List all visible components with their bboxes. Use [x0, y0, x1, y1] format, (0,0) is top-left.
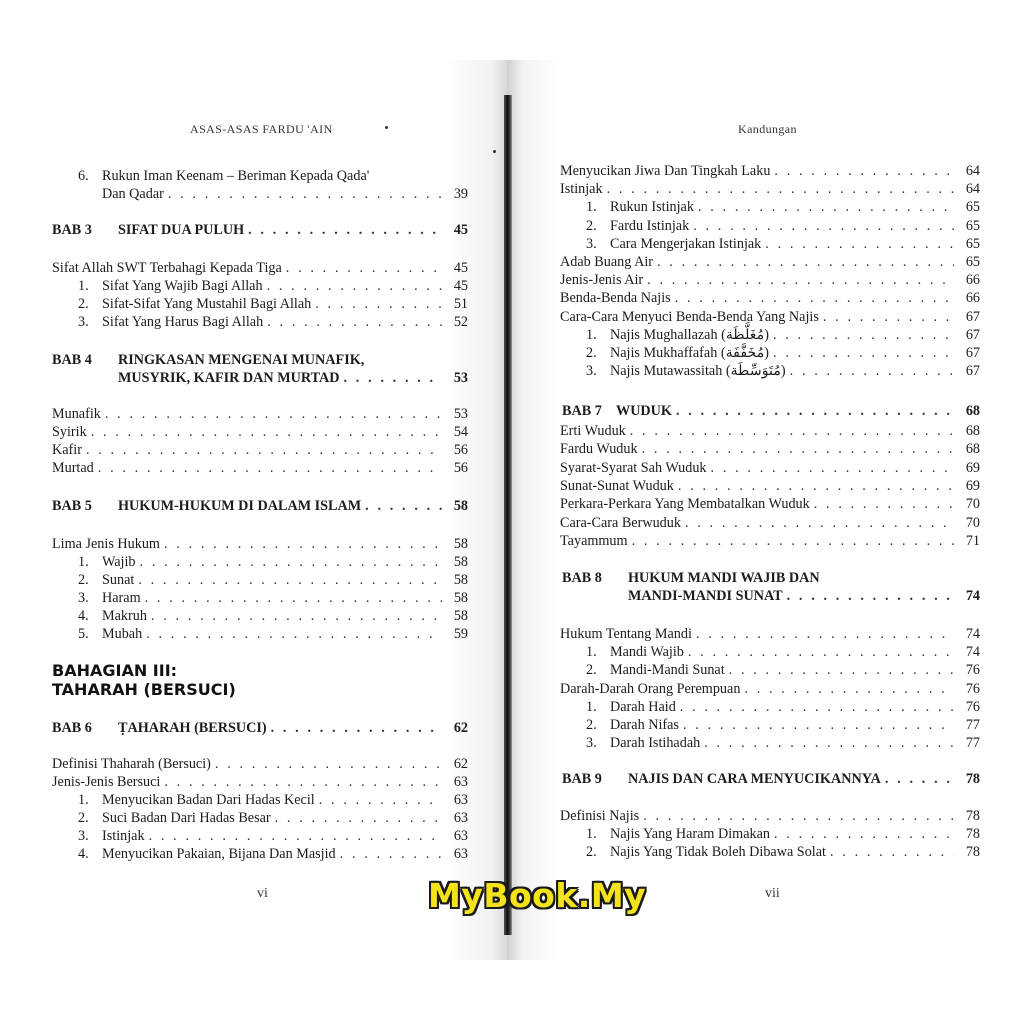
entry-number: 2.	[78, 572, 89, 588]
dot-leader	[248, 222, 442, 239]
dot-leader	[140, 554, 442, 571]
dot-leader	[773, 327, 954, 344]
entry-page: 59	[453, 626, 468, 642]
entry-label: Cara-Cara Menyuci Benda-Benda Yang Najis	[560, 308, 819, 325]
entry-page: 39	[453, 186, 468, 202]
entry-label: Sifat Yang Wajib Bagi Allah	[102, 278, 263, 294]
entry-label: Menyucikan Badan Dari Hadas Kecil	[102, 792, 315, 808]
toc-entry	[586, 662, 980, 679]
toc-entry	[560, 515, 980, 532]
dot-leader	[215, 756, 442, 773]
chapter-title: MANDI-MANDI SUNAT	[628, 588, 783, 604]
entry-label: Suci Badan Dari Hadas Besar	[102, 810, 271, 826]
dot-leader	[145, 590, 442, 607]
entry-label: Rukun Istinjak	[610, 199, 694, 216]
entry-label: Perkara-Perkara Yang Membatalkan Wuduk	[560, 496, 810, 513]
entry-label: Menyucikan Jiwa Dan Tingkah Laku	[560, 163, 771, 179]
part-heading: BAHAGIAN III:	[52, 661, 178, 680]
ink-speck	[493, 150, 496, 153]
chapter-heading	[52, 352, 468, 369]
toc-entry	[52, 536, 468, 553]
entry-page: 52	[453, 314, 468, 330]
toc-entry	[78, 810, 468, 827]
entry-page: 63	[453, 810, 468, 826]
entry-label: Definisi Thaharah (Bersuci)	[52, 756, 211, 772]
entry-page: 65	[965, 254, 980, 270]
dot-leader	[693, 218, 954, 235]
entry-label: Tayammum	[560, 532, 628, 549]
toc-entry	[586, 236, 980, 253]
chapter-page: 53	[453, 370, 468, 386]
entry-number: 1.	[78, 792, 89, 808]
toc-entry	[52, 424, 468, 441]
entry-label: Definisi Najis	[560, 808, 640, 824]
dot-leader	[271, 720, 442, 737]
dot-leader	[773, 345, 954, 362]
chapter-title: RINGKASAN MENGENAI MUNAFIK,	[118, 352, 365, 368]
toc-entry	[560, 460, 980, 477]
entry-number: 2.	[586, 217, 597, 234]
entry-label: Jenis-Jenis Bersuci	[52, 774, 161, 790]
entry-label: Darah Haid	[610, 698, 676, 715]
page-number-right: vii	[765, 886, 780, 901]
dot-leader	[344, 370, 443, 387]
toc-entry	[586, 363, 980, 380]
entry-label: Syirik	[52, 424, 87, 440]
dot-leader	[642, 441, 954, 458]
dot-leader	[138, 572, 442, 589]
toc-entry	[586, 199, 980, 216]
entry-label: Munafik	[52, 406, 101, 422]
entry-page: 63	[453, 846, 468, 862]
entry-number: 3.	[586, 235, 597, 252]
entry-label: Darah Nifas	[610, 717, 679, 733]
entry-page: 68	[965, 423, 980, 439]
dot-leader	[678, 478, 954, 495]
toc-entry	[586, 327, 980, 344]
chapter-title: HUKUM-HUKUM DI DALAM ISLAM	[118, 498, 362, 514]
entry-page: 45	[453, 278, 468, 294]
entry-label: Benda-Benda Najis	[560, 290, 671, 307]
dot-leader	[696, 626, 954, 643]
entry-label: Syarat-Syarat Sah Wuduk	[560, 459, 707, 476]
entry-page: 63	[453, 774, 468, 790]
toc-entry	[560, 478, 980, 495]
chapter-code: BAB 5	[52, 498, 92, 514]
entry-number: 2.	[586, 717, 597, 733]
toc-entry	[78, 296, 468, 313]
running-head-right: Kandungan	[738, 122, 797, 136]
dot-leader	[729, 662, 954, 679]
toc-entry	[586, 844, 980, 861]
entry-page: 58	[453, 608, 468, 624]
entry-number: 1.	[586, 698, 597, 715]
dot-leader	[711, 460, 954, 477]
dot-leader	[164, 774, 442, 791]
toc-entry	[586, 345, 980, 362]
entry-page: 51	[453, 296, 468, 312]
dot-leader	[885, 771, 954, 788]
chapter-heading	[52, 498, 468, 515]
toc-entry	[560, 496, 980, 513]
entry-page: 67	[965, 345, 980, 361]
toc-entry	[560, 626, 980, 643]
book-gutter	[504, 95, 512, 935]
chapter-page: 74	[965, 588, 980, 604]
toc-entry	[52, 460, 468, 477]
entry-number: 1.	[78, 278, 89, 294]
watermark-logo: MyBook.My	[428, 876, 647, 915]
toc-entry	[78, 278, 468, 295]
chapter-code: BAB 8	[562, 570, 602, 586]
entry-page: 70	[965, 514, 980, 531]
toc-entry	[560, 254, 980, 271]
chapter-title: MUSYRIK, KAFIR DAN MURTAD	[118, 370, 340, 386]
entry-label: Najis Yang Tidak Boleh Dibawa Solat	[610, 844, 826, 860]
chapter-heading	[562, 771, 980, 788]
entry-number: 1.	[586, 326, 597, 343]
entry-page: 76	[965, 662, 980, 679]
entry-page: 56	[453, 442, 468, 458]
entry-number: 3.	[586, 735, 597, 752]
dot-leader	[105, 406, 442, 423]
entry-label: Erti Wuduk	[560, 423, 626, 439]
entry-page: 45	[453, 260, 468, 276]
entry-label: Najis Mutawassitah (مُتَوَسِّطَة)	[610, 363, 786, 380]
toc-entry	[560, 441, 980, 458]
entry-page: 67	[965, 326, 980, 343]
entry-label: Haram	[102, 590, 141, 606]
entry-label: Cara Mengerjakan Istinjak	[610, 235, 762, 252]
dot-leader	[683, 717, 954, 734]
entry-page: 74	[965, 626, 980, 642]
entry-page: 76	[965, 680, 980, 697]
toc-entry	[52, 406, 468, 423]
ink-speck	[385, 126, 388, 129]
toc-entry	[586, 699, 980, 716]
dot-leader	[814, 496, 954, 513]
toc-entry	[78, 846, 468, 863]
chapter-code: BAB 6	[52, 720, 92, 736]
entry-label: Sunat	[102, 572, 135, 588]
chapter-page: 78	[965, 771, 980, 787]
dot-leader	[657, 254, 954, 271]
entry-page: 77	[965, 735, 980, 752]
dot-leader	[168, 186, 442, 203]
running-head-left: ASAS-ASAS FARDU 'AIN	[190, 122, 333, 136]
entry-label: Dan Qadar	[102, 186, 164, 202]
dot-leader	[787, 588, 954, 605]
entry-page: 67	[965, 308, 980, 325]
entry-number: 6.	[78, 168, 89, 184]
toc-entry	[560, 290, 980, 307]
toc-entry	[560, 681, 980, 698]
toc-entry	[78, 626, 468, 643]
dot-leader	[698, 199, 954, 216]
toc-entry	[586, 826, 980, 843]
dot-leader	[744, 681, 954, 698]
toc-entry	[52, 774, 468, 791]
chapter-heading	[52, 222, 468, 239]
entry-number: 2.	[586, 345, 597, 361]
entry-label: Mandi Wajib	[610, 644, 684, 661]
dot-leader	[774, 163, 954, 180]
toc-entry	[102, 186, 468, 203]
entry-label: Sifat Allah SWT Terbahagi Kepada Tiga	[52, 260, 282, 276]
entry-label: Lima Jenis Hukum	[52, 536, 160, 552]
entry-number: 1.	[586, 826, 597, 842]
entry-label: Mubah	[102, 626, 143, 642]
entry-page: 69	[965, 459, 980, 476]
entry-number: 1.	[586, 199, 597, 216]
entry-page: 65	[965, 217, 980, 234]
dot-leader	[91, 424, 442, 441]
dot-leader	[146, 626, 442, 643]
toc-entry	[560, 423, 980, 440]
entry-label: Fardu Istinjak	[610, 217, 690, 234]
entry-number: 3.	[78, 828, 89, 844]
entry-page: 58	[453, 536, 468, 552]
toc-entry	[52, 442, 468, 459]
chapter-heading	[52, 720, 468, 737]
entry-label: Cara-Cara Berwuduk	[560, 514, 681, 531]
dot-leader	[607, 181, 954, 198]
entry-label: Najis Mukhaffafah (مُخَفَّفَة)	[610, 345, 770, 361]
entry-page: 65	[965, 199, 980, 216]
chapter-heading-cont	[118, 370, 468, 387]
dot-leader	[823, 309, 954, 326]
entry-page: 58	[453, 554, 468, 570]
entry-page: 65	[965, 235, 980, 252]
entry-page: 66	[965, 272, 980, 289]
toc-entry	[78, 792, 468, 809]
toc-entry	[560, 533, 980, 550]
chapter-page: 62	[453, 720, 468, 736]
entry-label: Darah Istihadah	[610, 735, 701, 752]
entry-label: Jenis-Jenis Air	[560, 272, 644, 289]
dot-leader	[765, 236, 954, 253]
chapter-title: WUDUK	[616, 403, 672, 419]
entry-label: Mandi-Mandi Sunat	[610, 662, 725, 679]
dot-leader	[319, 792, 442, 809]
entry-number: 4.	[78, 608, 89, 624]
entry-number: 1.	[586, 644, 597, 661]
toc-entry	[560, 808, 980, 825]
dot-leader	[98, 460, 442, 477]
entry-label: Makruh	[102, 608, 147, 624]
part-heading: TAHARAH (BERSUCI)	[52, 680, 236, 699]
dot-leader	[267, 314, 442, 331]
dot-leader	[647, 272, 954, 289]
toc-entry	[78, 168, 468, 185]
toc-entry	[586, 717, 980, 734]
entry-page: 71	[965, 532, 980, 549]
entry-label: Najis Yang Haram Dimakan	[610, 826, 770, 842]
entry-number: 2.	[78, 810, 89, 826]
entry-label: Rukun Iman Keenam – Beriman Kepada Qada'	[102, 168, 370, 184]
entry-number: 2.	[78, 296, 89, 312]
dot-leader	[630, 423, 954, 440]
entry-page: 70	[965, 496, 980, 513]
dot-leader	[365, 498, 442, 515]
entry-label: Fardu Wuduk	[560, 441, 638, 458]
entry-number: 5.	[78, 626, 89, 642]
entry-page: 67	[965, 363, 980, 380]
toc-entry	[78, 554, 468, 571]
page-number-left: vi	[257, 886, 268, 901]
dot-leader	[685, 515, 954, 532]
chapter-heading	[562, 570, 980, 587]
dot-leader	[704, 735, 954, 752]
entry-label: Darah-Darah Orang Perempuan	[560, 680, 741, 697]
entry-number: 2.	[586, 844, 597, 860]
entry-label: Istinjak	[560, 181, 603, 198]
chapter-code: BAB 3	[52, 222, 92, 238]
chapter-title: HUKUM MANDI WAJIB DAN	[628, 570, 820, 586]
entry-page: 69	[965, 477, 980, 494]
entry-label: Sunat-Sunat Wuduk	[560, 477, 674, 494]
entry-page: 63	[453, 792, 468, 808]
dot-leader	[632, 533, 954, 550]
entry-page: 56	[453, 460, 468, 476]
entry-number: 3.	[586, 363, 597, 380]
dot-leader	[340, 846, 442, 863]
entry-page: 76	[965, 698, 980, 715]
entry-page: 53	[453, 406, 468, 422]
dot-leader	[688, 644, 954, 661]
toc-entry	[78, 590, 468, 607]
dot-leader	[315, 296, 442, 313]
dot-leader	[286, 260, 442, 277]
entry-label: Najis Mughallazah (مُغَلَّظَة)	[610, 326, 769, 343]
entry-page: 68	[965, 441, 980, 458]
toc-entry	[560, 163, 980, 180]
entry-label: Wajib	[102, 554, 136, 570]
toc-entry	[52, 260, 468, 277]
dot-leader	[86, 442, 442, 459]
chapter-code: BAB 4	[52, 352, 92, 368]
toc-entry	[586, 218, 980, 235]
entry-page: 54	[453, 424, 468, 440]
chapter-page: 68	[965, 403, 980, 419]
toc-entry	[78, 314, 468, 331]
entry-number: 1.	[78, 554, 89, 570]
dot-leader	[275, 810, 442, 827]
entry-number: 3.	[78, 590, 89, 606]
dot-leader	[790, 363, 954, 380]
entry-page: 64	[965, 181, 980, 198]
entry-page: 66	[965, 290, 980, 307]
chapter-heading	[562, 403, 980, 420]
toc-entry	[586, 735, 980, 752]
chapter-code: BAB 7	[562, 403, 602, 419]
toc-entry	[560, 309, 980, 326]
chapter-title: NAJIS DAN CARA MENYUCIKANNYA	[628, 771, 881, 787]
chapter-page: 45	[453, 222, 468, 238]
entry-page: 63	[453, 828, 468, 844]
dot-leader	[149, 828, 442, 845]
entry-number: 2.	[586, 662, 597, 679]
toc-entry	[78, 828, 468, 845]
toc-entry	[560, 181, 980, 198]
entry-page: 78	[965, 808, 980, 824]
entry-page: 77	[965, 717, 980, 733]
entry-page: 78	[965, 844, 980, 860]
entry-page: 58	[453, 572, 468, 588]
entry-label: Kafir	[52, 442, 82, 458]
toc-entry	[560, 272, 980, 289]
dot-leader	[830, 844, 954, 861]
chapter-code: BAB 9	[562, 771, 602, 787]
entry-label: Murtad	[52, 460, 94, 476]
chapter-title: ṬAHARAH (BERSUCI)	[118, 720, 267, 736]
dot-leader	[675, 290, 954, 307]
entry-number: 4.	[78, 846, 89, 862]
entry-page: 64	[965, 163, 980, 179]
chapter-heading-cont	[628, 588, 980, 605]
entry-label: Istinjak	[102, 828, 145, 844]
dot-leader	[151, 608, 442, 625]
chapter-page: 58	[453, 498, 468, 514]
chapter-title: SIFAT DUA PULUH	[118, 222, 245, 238]
entry-label: Sifat-Sifat Yang Mustahil Bagi Allah	[102, 296, 312, 312]
entry-label: Adab Buang Air	[560, 254, 653, 270]
entry-label: Menyucikan Pakaian, Bijana Dan Masjid	[102, 846, 336, 862]
entry-page: 62	[453, 756, 468, 772]
entry-page: 78	[965, 826, 980, 842]
toc-entry	[78, 608, 468, 625]
dot-leader	[267, 278, 442, 295]
dot-leader	[774, 826, 954, 843]
entry-label: Sifat Yang Harus Bagi Allah	[102, 314, 264, 330]
toc-entry	[78, 572, 468, 589]
entry-page: 58	[453, 590, 468, 606]
entry-label: Hukum Tentang Mandi	[560, 626, 692, 642]
entry-page: 74	[965, 644, 980, 661]
dot-leader	[164, 536, 442, 553]
dot-leader	[676, 403, 954, 420]
entry-number: 3.	[78, 314, 89, 330]
dot-leader	[643, 808, 954, 825]
dot-leader	[680, 699, 954, 716]
toc-entry	[586, 644, 980, 661]
toc-entry	[52, 756, 468, 773]
